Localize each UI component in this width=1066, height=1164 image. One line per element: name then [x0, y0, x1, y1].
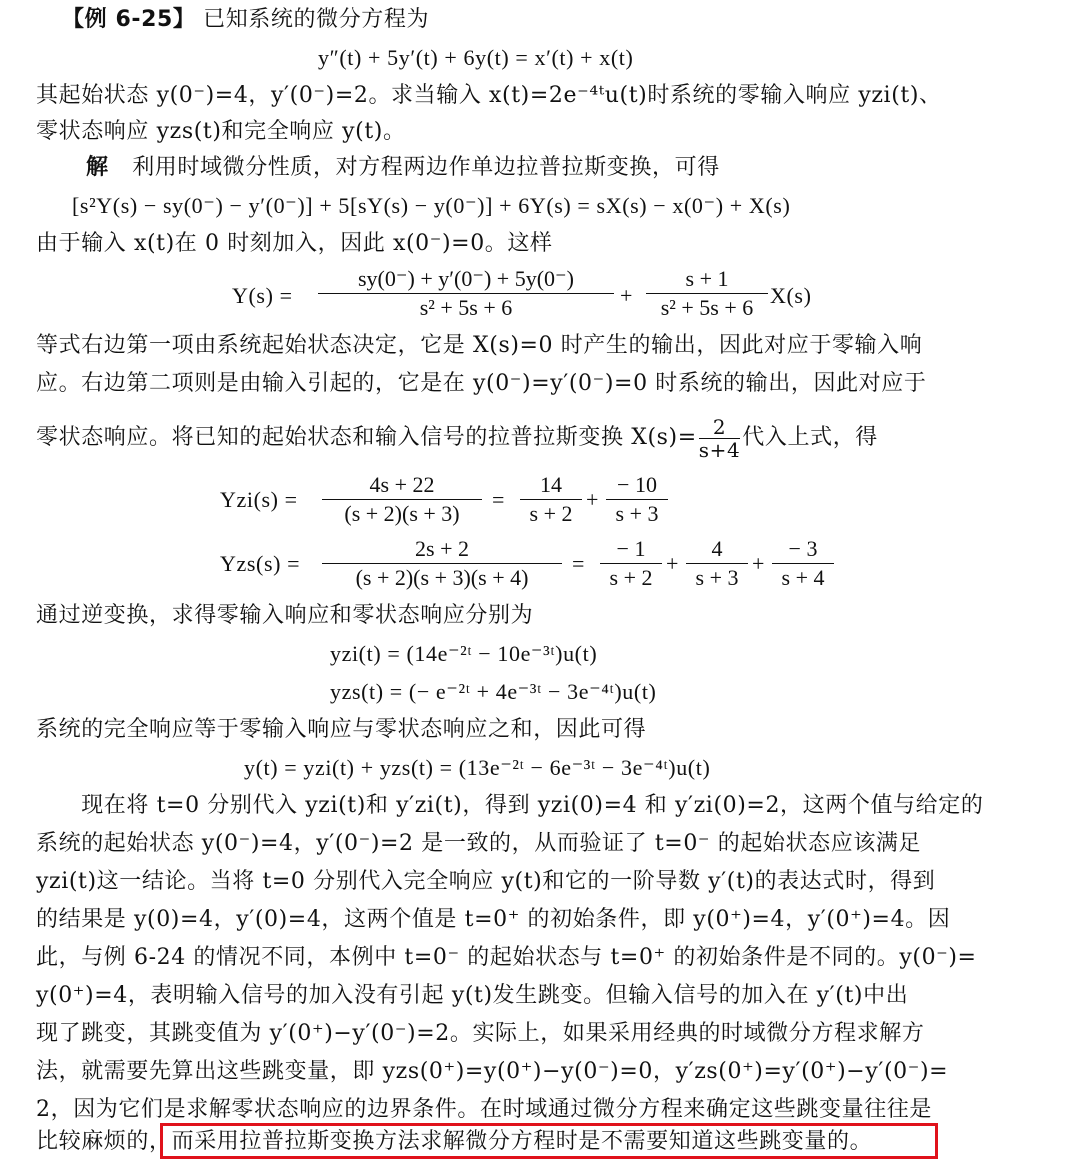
yzi-f3-den: s + 3: [615, 501, 659, 526]
para2-line-9: 2，因为它们是求解零状态响应的边界条件。在时域通过微分方程来确定这些跳变量往往是: [36, 1097, 932, 1122]
yzs-f1-num: 2s + 2: [415, 536, 469, 561]
laplace-equation: [s²Y(s) − sy(0⁻) − y′(0⁻)] + 5[sY(s) − y(0⁻)] + 6Y(s) = sX(s) − x(0⁻) + X(s): [72, 193, 791, 218]
yzs-lhs: Yzs(s) =: [220, 551, 301, 576]
para2-line-6: y(0⁺)=4，表明输入信号的加入没有引起 y(t)发生跳变。但输入信号的加入在 y′(t)中出: [36, 983, 909, 1008]
ys-frac2-den: s² + 5s + 6: [660, 295, 754, 320]
para2-line-7: 现了跳变，其跳变值为 y′(0⁺)−y′(0⁻)=2。实际上，如果采用经典的时域微分方程求解方: [36, 1021, 925, 1046]
para2-line-1: 现在将 t=0 分别代入 yzi(t)和 y′zi(t)，得到 yzi(0)=4 和 y′zi(0)=2，这两个值与给定的: [36, 793, 984, 818]
highlight-box: [160, 1123, 938, 1159]
yzi-f3-num: − 10: [617, 472, 657, 497]
yzs-equals: =: [572, 551, 586, 576]
yzi-time-domain: yzi(t) = (14e⁻²ᵗ − 10e⁻³ᵗ)u(t): [330, 641, 598, 666]
yzs-fraction-4: [772, 536, 834, 591]
ys-plus: +: [620, 283, 634, 308]
yzi-lhs: Yzi(s) =: [220, 487, 298, 512]
fraction-bar: [772, 563, 834, 564]
yzs-time-domain: yzs(t) = (− e⁻²ᵗ + 4e⁻³ᵗ − 3e⁻⁴ᵗ)u(t): [330, 679, 657, 704]
yzs-f4-num: − 3: [788, 536, 818, 561]
fraction-bar: [686, 563, 748, 564]
para1-line-2: 应。右边第二项则是由输入引起的，它是在 y(0⁻)=y′(0⁻)=0 时系统的输出，因此对应于: [36, 371, 927, 396]
ys-fraction-1: [318, 266, 614, 321]
yzi-fraction-3: [606, 472, 668, 527]
example-tag: 【例 6-25】: [62, 7, 196, 32]
xs-inline-fraction: [699, 416, 741, 461]
solution-label: 解: [86, 155, 109, 180]
ys-frac2-num: s + 1: [685, 266, 729, 291]
ys-tail: X(s): [770, 283, 812, 308]
yzi-f1-num: 4s + 22: [369, 472, 435, 497]
yzs-f3-num: 4: [711, 536, 723, 561]
para1-line3-post: 代入上式，得: [742, 425, 878, 450]
complete-intro: 系统的完全响应等于零输入响应与零状态响应之和，因此可得: [36, 717, 647, 742]
inverse-intro: 通过逆变换，求得零输入响应和零状态响应分别为: [36, 603, 534, 628]
yzi-equals: =: [492, 487, 506, 512]
para2-line-4: 的结果是 y(0)=4，y′(0)=4，这两个值是 t=0⁺ 的初始条件，即 y(0⁺)=4，y′(0⁺)=4。因: [36, 907, 951, 932]
yzi-f2-den: s + 2: [529, 501, 573, 526]
fraction-bar: [520, 499, 582, 500]
para2-line-5: 此，与例 6-24 的情况不同，本例中 t=0⁻ 的起始状态与 t=0⁺ 的初始条件是不同的。y(0⁻)=: [36, 945, 977, 970]
ys-lhs: Y(s) =: [232, 283, 293, 308]
para2-line-2: 系统的起始状态 y(0⁻)=4，y′(0⁻)=2 是一致的，从而验证了 t=0⁻ 的起始状态应该满足: [36, 831, 922, 856]
yzs-plus-2: +: [752, 551, 766, 576]
yzs-f1-den: (s + 2)(s + 3)(s + 4): [355, 565, 529, 590]
para1-line3-pre: 零状态响应。将已知的起始状态和输入信号的拉普拉斯变换 X(s)=: [36, 425, 697, 450]
yzs-f2-num: − 1: [616, 536, 646, 561]
differential-equation: y″(t) + 5y′(t) + 6y(t) = x′(t) + x(t): [318, 45, 634, 70]
yzs-f2-den: s + 2: [609, 565, 653, 590]
fraction-bar: [646, 293, 768, 294]
yzi-f2-num: 14: [540, 472, 562, 497]
yzi-fraction-1: [322, 472, 482, 527]
para2-line-3: yzi(t)这一结论。当将 t=0 分别代入完全响应 y(t)和它的一阶导数 y′(t)的表达式时，得到: [36, 869, 936, 894]
fraction-bar: [322, 499, 482, 500]
conditions-line-1: 其起始状态 y(0⁻)=4，y′(0⁻)=2。求当输入 x(t)=2e⁻⁴ᵗu(t)时系统的零输入响应 yzi(t)、: [36, 83, 942, 108]
xs-frac-num: 2: [712, 414, 727, 439]
solution-intro: [86, 150, 720, 186]
yzs-plus-1: +: [666, 551, 680, 576]
yzs-f3-den: s + 3: [695, 565, 739, 590]
fraction-bar: [322, 563, 562, 564]
fraction-bar: [600, 563, 662, 564]
ys-fraction-2: [646, 266, 768, 321]
para1-line-3: [36, 414, 878, 462]
ys-frac1-num: sy(0⁻) + y′(0⁻) + 5y(0⁻): [358, 266, 574, 291]
complete-response: y(t) = yzi(t) + yzs(t) = (13e⁻²ᵗ − 6e⁻³ᵗ − 3e⁻⁴ᵗ)u(t): [244, 755, 711, 780]
last-line-highlighted: 而采用拉普拉斯变换方法求解微分方程时是不需要知道这些跳变量的。: [171, 1129, 873, 1154]
fraction-bar: [606, 499, 668, 500]
para2-line-8: 法，就需要先算出这些跳变量，即 yzs(0⁺)=y(0⁺)−y(0⁻)=0，y′zs(0⁺)=y′(0⁺)−y′(0⁻)=: [36, 1059, 949, 1084]
last-line-pre: 比较麻烦的，: [36, 1129, 172, 1154]
xs-frac-den: s+4: [698, 437, 741, 462]
note-x0: 由于输入 x(t)在 0 时刻加入，因此 x(0⁻)=0。这样: [36, 231, 553, 256]
yzs-f4-den: s + 4: [781, 565, 825, 590]
solution-intro-text: 利用时域微分性质，对方程两边作单边拉普拉斯变换，可得: [132, 155, 720, 180]
yzi-fraction-2: [520, 472, 582, 527]
yzi-f1-den: (s + 2)(s + 3): [344, 501, 460, 526]
example-title: 已知系统的微分方程为: [203, 7, 430, 32]
fraction-bar: [318, 293, 614, 294]
para1-line-1: 等式右边第一项由系统起始状态决定，它是 X(s)=0 时产生的输出，因此对应于零输入响: [36, 333, 923, 358]
example-header: [62, 2, 429, 38]
yzs-fraction-2: [600, 536, 662, 591]
yzs-fraction-3: [686, 536, 748, 591]
ys-frac1-den: s² + 5s + 6: [419, 295, 513, 320]
yzs-fraction-1: [322, 536, 562, 591]
yzi-plus: +: [586, 487, 600, 512]
conditions-line-2: 零状态响应 yzs(t)和完全响应 y(t)。: [36, 119, 406, 144]
